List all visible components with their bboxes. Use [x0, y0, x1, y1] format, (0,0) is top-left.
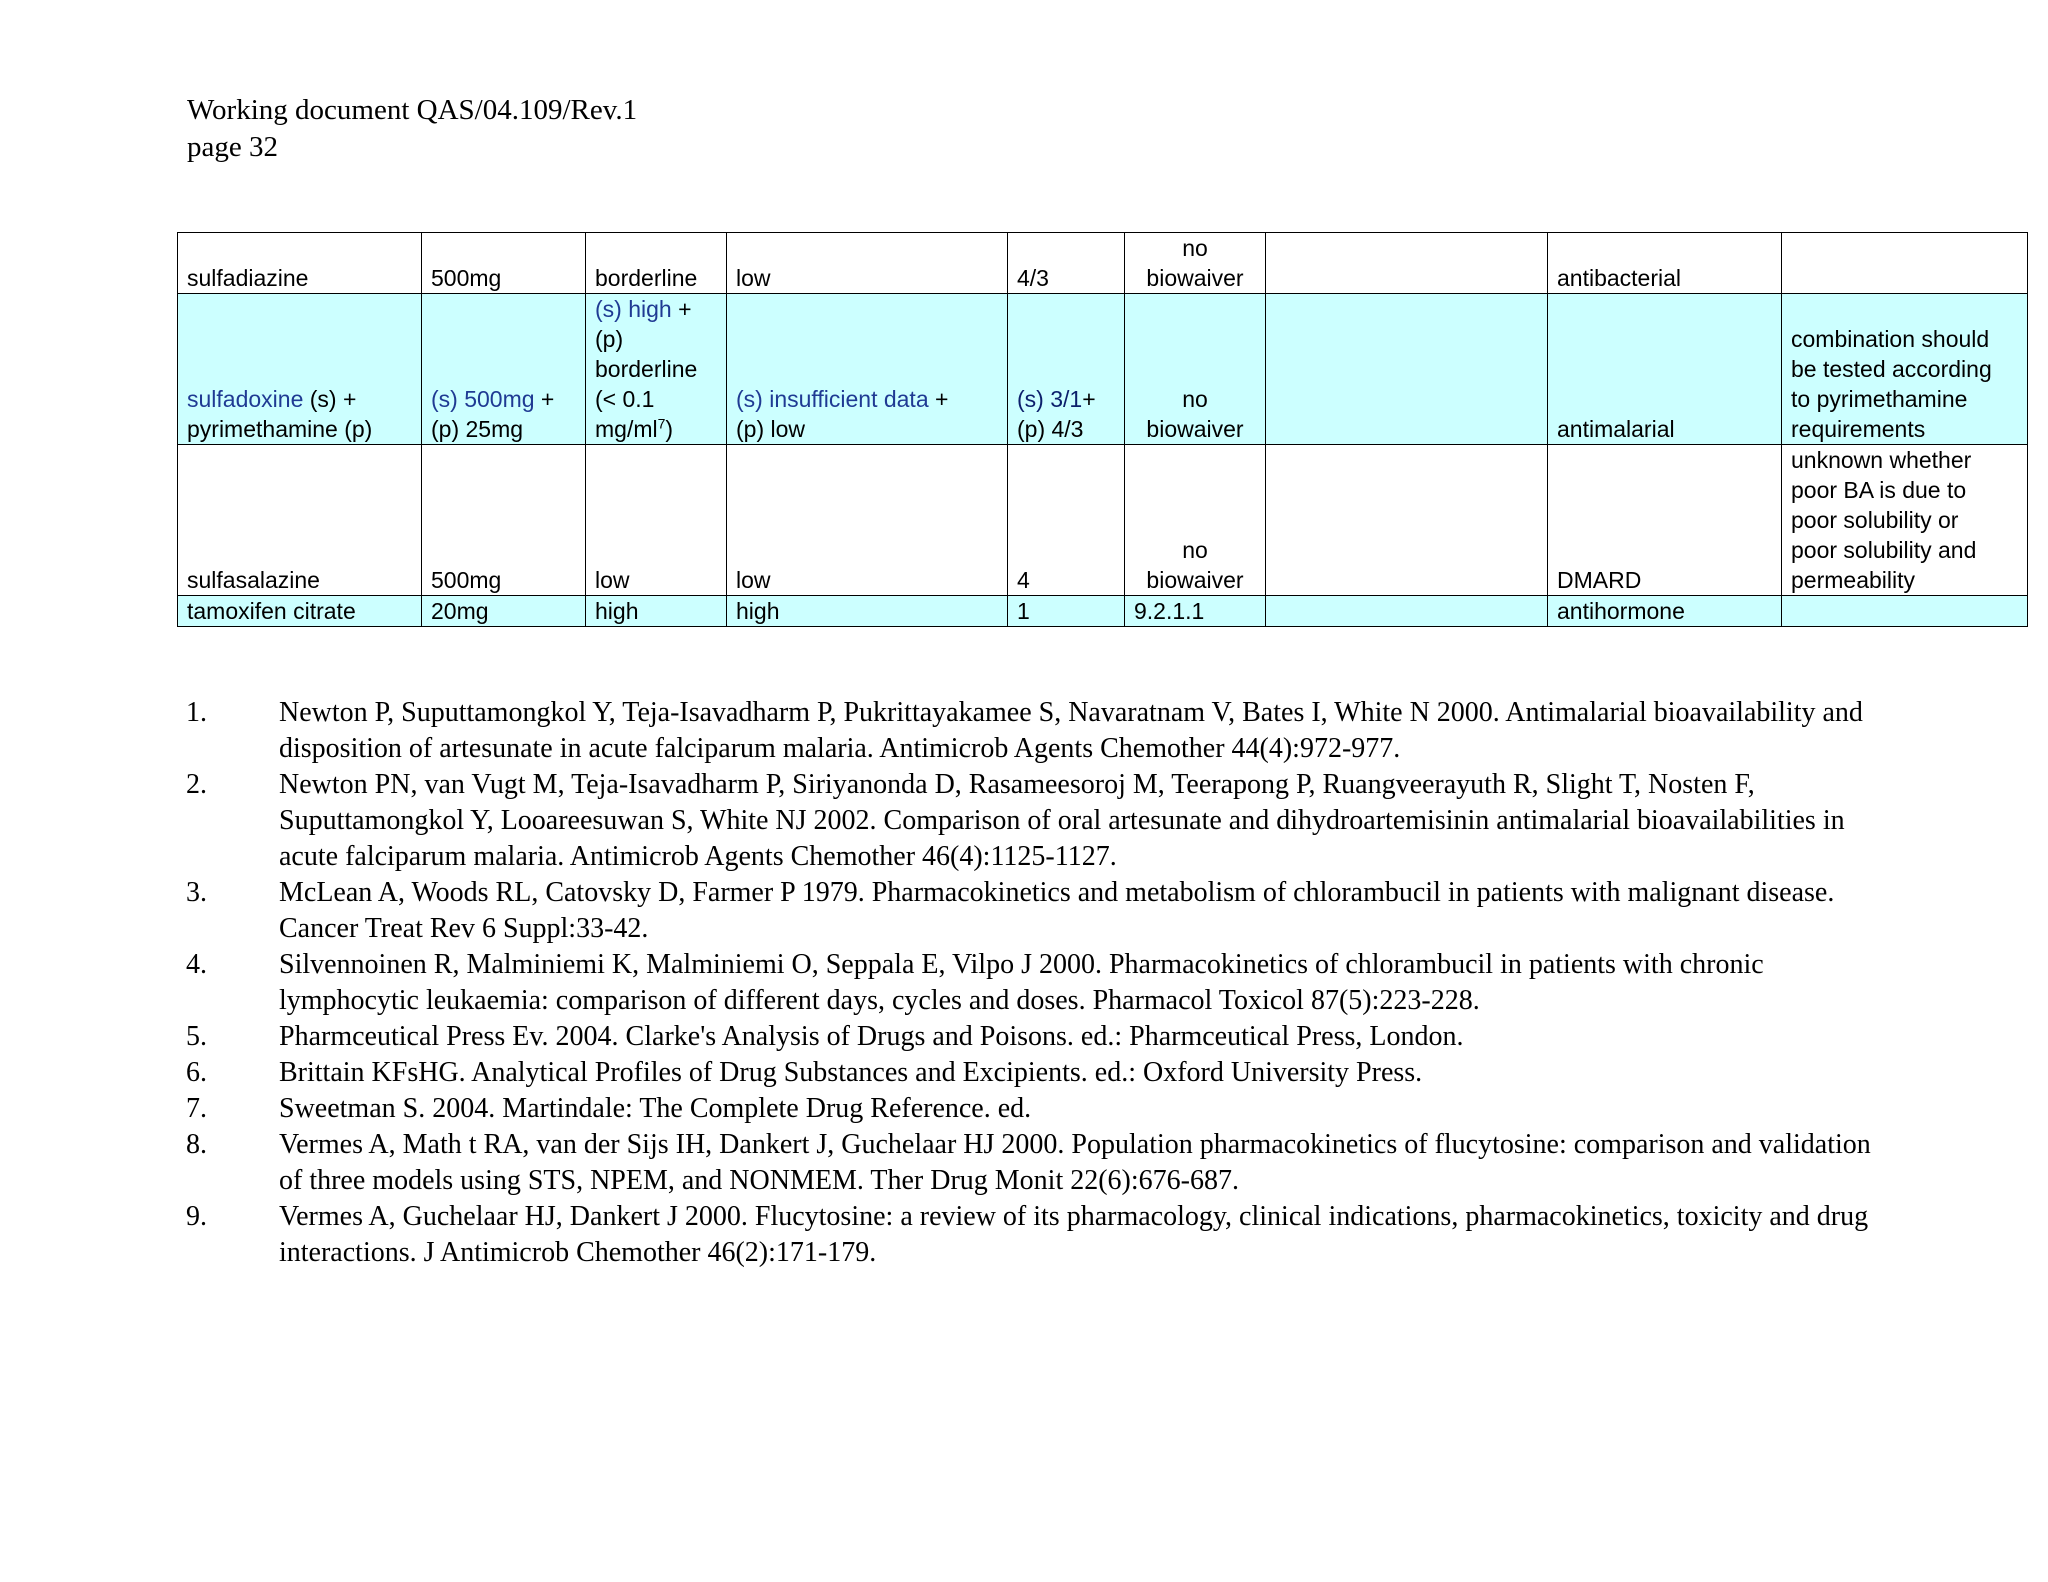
solubility-close: ) [665, 416, 674, 442]
reference-text: Pharmceutical Press Ev. 2004. Clarke's Analysis of Drugs and Poisons. ed.: Pharmceutical Press, London. [279, 1021, 1464, 1052]
solubility-cell: low [586, 445, 727, 596]
biowaiver-cell [1125, 294, 1266, 445]
strength-cell: 500mg [422, 233, 586, 294]
reference-item [186, 1091, 1886, 1127]
reference-text: Brittain KFsHG. Analytical Profiles of Drug Substances and Excipients. ed.: Oxford University Press. [279, 1057, 1423, 1088]
permeability-value: (s) insufficient data [736, 386, 929, 412]
bcs-class-cell: 4/3 [1008, 233, 1125, 294]
api-cell: tamoxifen citrate [178, 596, 422, 627]
biowaiver-cell [1125, 445, 1266, 596]
reference-number: 6. [186, 1057, 207, 1088]
table-row [178, 294, 2028, 445]
reference-text: Newton PN, van Vugt M, Teja-Isavadharm P, Siriyanonda D, Rasameesoroj M, Teerapong P, Ruangveerayuth R, Slight T, Nosten F, Suputtamongkol Y, Looareesuwan S, White NJ 2002. Comparison of oral artesunate and dihydroartemisinin antimalarial bioavailabilities in acute falciparum malaria. Antimicrob Agents Chemother 46(4):1125-1127. [279, 769, 1845, 872]
empty-cell [1266, 233, 1548, 294]
reference-item [186, 1019, 1886, 1055]
strength-cell: 20mg [422, 596, 586, 627]
bcs-value-second: (p) 4/3 [1017, 416, 1084, 442]
reference-number: 1. [186, 697, 207, 728]
reference-number: 8. [186, 1129, 207, 1160]
page-number: page 32 [187, 131, 278, 163]
reference-text: Vermes A, Math t RA, van der Sijs IH, Dankert J, Guchelaar HJ 2000. Population pharmacokinetics of flucytosine: comparison and validation of three models using STS, NPEM, and NONMEM. Ther Drug Monit 22(6):676-687. [279, 1129, 1871, 1196]
permeability-plus: + [928, 386, 949, 412]
solubility-cell: high [586, 596, 727, 627]
biowaiver-line: no [1182, 386, 1208, 412]
solubility-line: (< 0.1 [595, 386, 655, 412]
bcs-class-cell: 1 [1008, 596, 1125, 627]
comment-cell [1782, 294, 2028, 445]
indication-cell: antimalarial [1548, 294, 1782, 445]
solubility-cell [586, 294, 727, 445]
strength-value: (s) 500mg [431, 386, 535, 412]
reference-item [186, 1055, 1886, 1091]
comment-line: unknown whether [1791, 447, 1972, 473]
reference-text: McLean A, Woods RL, Catovsky D, Farmer P 1979. Pharmacokinetics and metabolism of chlorambucil in patients with malignant disease. Cancer Treat Rev 6 Suppl:33-42. [279, 877, 1835, 944]
comment-line: to pyrimethamine [1791, 386, 1968, 412]
reference-number: 7. [186, 1093, 207, 1124]
indication-cell: antibacterial [1548, 233, 1782, 294]
reference-item [186, 767, 1886, 875]
reference-number: 9. [186, 1201, 207, 1232]
footnote-ref: 7 [657, 415, 666, 432]
reference-item [186, 695, 1886, 767]
api-name-second: pyrimethamine (p) [187, 416, 373, 442]
comment-line: poor BA is due to [1791, 477, 1967, 503]
api-name-suffix: (s) + [303, 386, 357, 412]
indication-cell: antihormone [1548, 596, 1782, 627]
biowaiver-line: biowaiver [1146, 567, 1244, 593]
reference-item [186, 875, 1886, 947]
reference-number: 5. [186, 1021, 207, 1052]
reference-number: 2. [186, 769, 207, 800]
permeability-value-second: (p) low [736, 416, 806, 442]
comment-line: poor solubility or [1791, 507, 1959, 533]
comment-cell [1782, 233, 2028, 294]
reference-number: 3. [186, 877, 207, 908]
permeability-cell: low [727, 233, 1008, 294]
reference-text: Vermes A, Guchelaar HJ, Dankert J 2000. Flucytosine: a review of its pharmacology, clinical indications, pharmacokinetics, toxicity and drug interactions. J Antimicrob Chemother 46(2):171-179. [279, 1201, 1869, 1268]
document-id: Working document QAS/04.109/Rev.1 [187, 94, 638, 126]
strength-plus: + [534, 386, 555, 412]
permeability-cell: low [727, 445, 1008, 596]
comment-cell [1782, 445, 2028, 596]
comment-line: be tested according [1791, 356, 1992, 382]
permeability-cell [727, 294, 1008, 445]
bcs-class-cell: 4 [1008, 445, 1125, 596]
comment-line: requirements [1791, 416, 1926, 442]
empty-cell [1266, 596, 1548, 627]
comment-cell [1782, 596, 2028, 627]
permeability-cell: high [727, 596, 1008, 627]
biowaiver-line: no [1182, 537, 1208, 563]
bcs-class-cell [1008, 294, 1125, 445]
bcs-plus: + [1082, 386, 1096, 412]
indication-cell: DMARD [1548, 445, 1782, 596]
reference-item [186, 1127, 1886, 1199]
reference-text: Silvennoinen R, Malminiemi K, Malminiemi O, Seppala E, Vilpo J 2000. Pharmacokinetics of chlorambucil in patients with chronic lymphocytic leukaemia: comparison of different days, cycles and doses. Pharmacol Toxicol 87(5):223-228. [279, 949, 1764, 1016]
reference-item [186, 1199, 1886, 1271]
comment-line: permeability [1791, 567, 1915, 593]
bcs-value: (s) 3/1 [1017, 386, 1083, 412]
comment-line: poor solubility and [1791, 537, 1977, 563]
solubility-line: borderline [595, 356, 698, 382]
biowaiver-cell [1125, 233, 1266, 294]
drug-table [177, 232, 2028, 627]
strength-cell: 500mg [422, 445, 586, 596]
solubility-unit: mg/ml [595, 416, 658, 442]
api-cell [178, 294, 422, 445]
table-row [178, 233, 2028, 294]
solubility-line: (p) [595, 326, 624, 352]
empty-cell [1266, 294, 1548, 445]
reference-item [186, 947, 1886, 1019]
biowaiver-line: biowaiver [1146, 265, 1244, 291]
comment-line: combination should [1791, 326, 1990, 352]
empty-cell [1266, 445, 1548, 596]
table-row [178, 445, 2028, 596]
api-cell: sulfasalazine [178, 445, 422, 596]
solubility-value: (s) high [595, 296, 672, 322]
reference-text: Newton P, Suputtamongkol Y, Teja-Isavadharm P, Pukrittayakamee S, Navaratnam V, Bates I, White N 2000. Antimalarial bioavailability and disposition of artesunate in acute falciparum malaria. Antimicrob Agents Chemother 44(4):972-977. [279, 697, 1863, 764]
strength-value-second: (p) 25mg [431, 416, 524, 442]
reference-list [186, 695, 1886, 1271]
biowaiver-line: biowaiver [1146, 416, 1244, 442]
solubility-cell: borderline [586, 233, 727, 294]
reference-number: 4. [186, 949, 207, 980]
biowaiver-cell: 9.2.1.1 [1125, 596, 1266, 627]
api-name: sulfadoxine [187, 386, 304, 412]
solubility-plus: + [671, 296, 692, 322]
api-cell: sulfadiazine [178, 233, 422, 294]
reference-text: Sweetman S. 2004. Martindale: The Complete Drug Reference. ed. [279, 1093, 1032, 1124]
strength-cell [422, 294, 586, 445]
page-header [187, 92, 637, 166]
table-row [178, 596, 2028, 627]
biowaiver-line: no [1182, 235, 1208, 261]
